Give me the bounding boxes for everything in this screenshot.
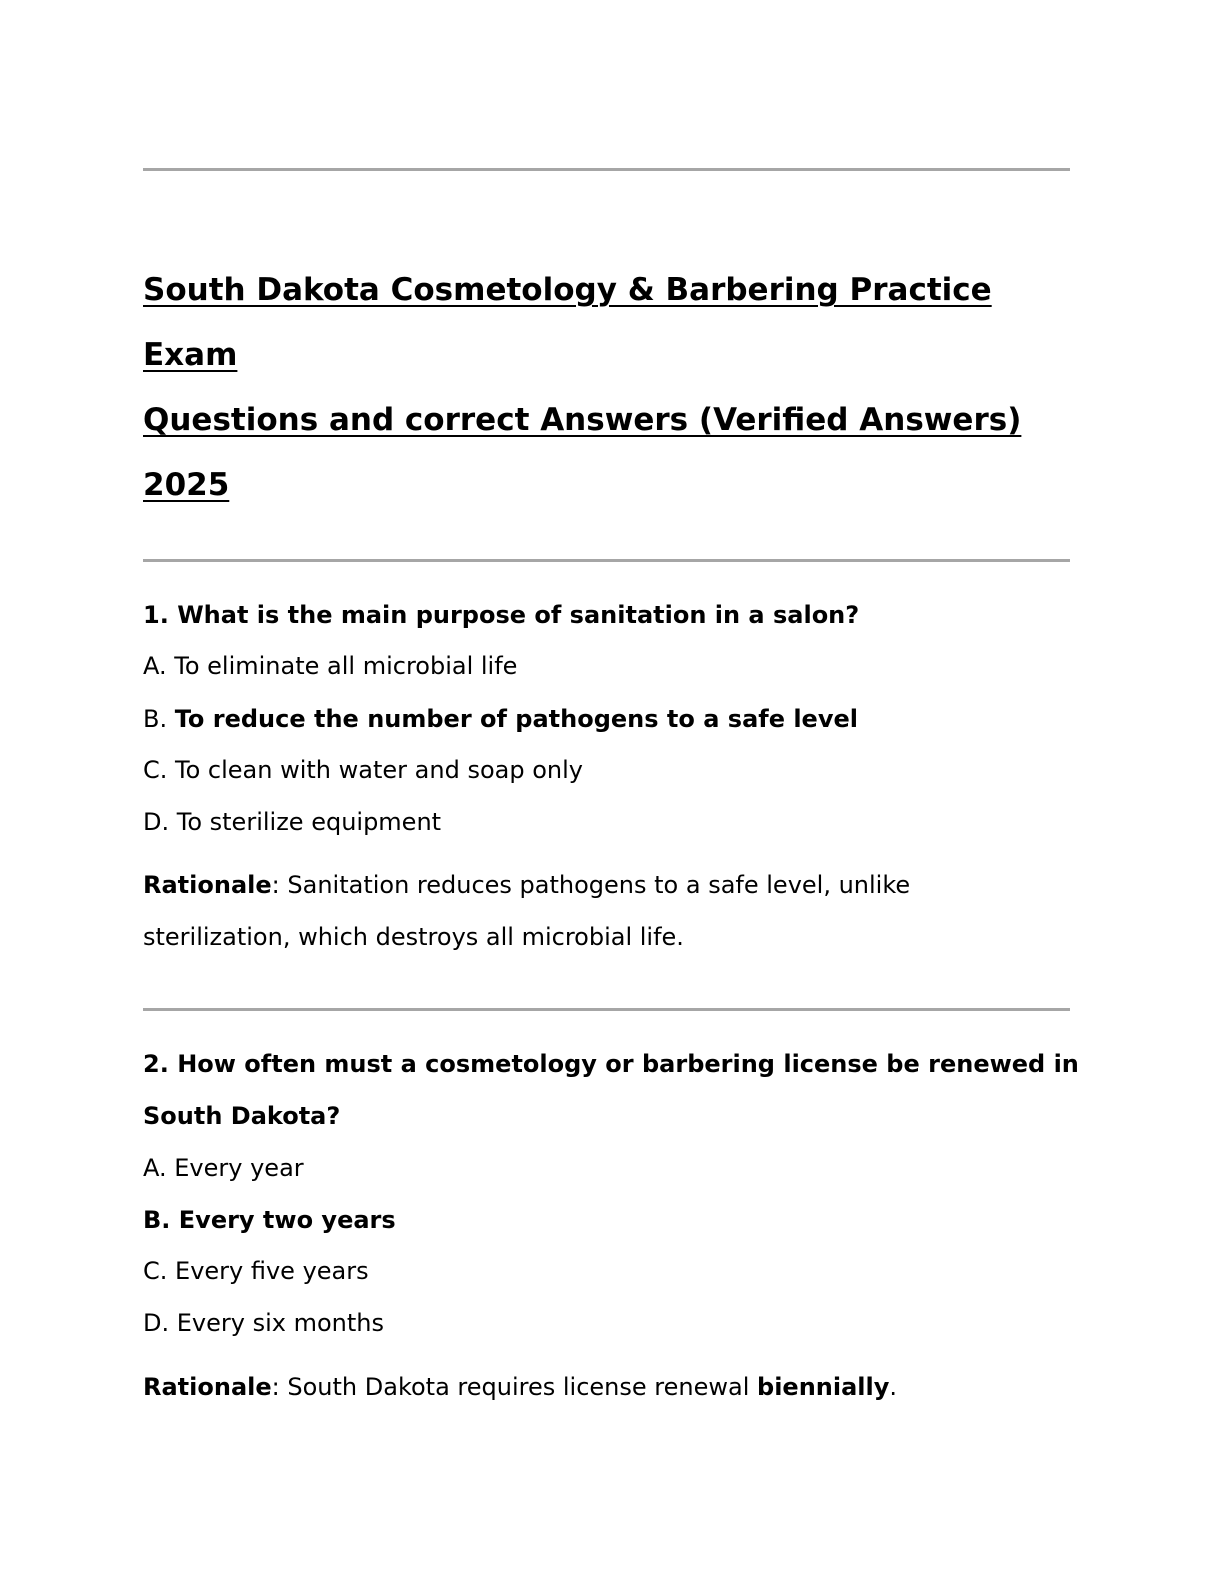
question-text: What is the main purpose of sanitation in a salon? xyxy=(177,601,860,629)
rationale-1: Rationale: Sanitation reduces pathogens to a safe level, unlike xyxy=(143,871,911,899)
rationale-2: Rationale: South Dakota requires license renewal biennially. xyxy=(143,1373,898,1401)
option-letter: A. xyxy=(143,1154,167,1182)
option-letter: D. xyxy=(143,808,170,836)
option-letter: D. xyxy=(143,1309,170,1337)
question-number: 2 xyxy=(143,1050,160,1078)
question-2: 2. How often must a cosmetology or barbering license be renewed in xyxy=(143,1050,1079,1078)
option-2d xyxy=(143,1308,384,1338)
title-line-3: 2025 xyxy=(143,467,230,503)
question-text: How often must a cosmetology or barbering license be renewed in xyxy=(177,1050,1079,1078)
title-line-1: South Dakota Cosmetology & Barbering Practice Exam xyxy=(143,272,992,373)
top-divider xyxy=(143,168,1070,171)
option-letter: C. xyxy=(143,756,168,784)
option-2a xyxy=(143,1153,304,1183)
option-text: To sterilize equipment xyxy=(176,808,442,836)
option-letter: B. xyxy=(143,705,168,733)
option-letter: B. xyxy=(143,1206,171,1234)
rationale-text: Sanitation reduces pathogens to a safe level, unlike xyxy=(287,871,911,899)
question-1: 1. What is the main purpose of sanitation in a salon? xyxy=(143,601,860,629)
option-letter: C. xyxy=(143,1257,168,1285)
document-title xyxy=(143,258,1083,518)
option-text: Every five years xyxy=(175,1257,369,1285)
option-1b xyxy=(143,704,858,734)
option-text: To eliminate all microbial life xyxy=(174,652,518,680)
question-number: 1 xyxy=(143,601,160,629)
option-2c xyxy=(143,1256,369,1286)
option-1c xyxy=(143,755,583,785)
rationale-1-continued xyxy=(143,922,684,952)
rationale-label: Rationale xyxy=(143,1373,272,1401)
title-divider xyxy=(143,559,1070,562)
option-letter: A. xyxy=(143,652,167,680)
correct-option-text: Every two years xyxy=(178,1206,396,1234)
option-2b xyxy=(143,1205,396,1235)
rationale-emphasis: biennially xyxy=(757,1373,890,1401)
rationale-text: sterilization, which destroys all microbial life. xyxy=(143,923,684,951)
option-text: To clean with water and soap only xyxy=(175,756,583,784)
option-text: Every year xyxy=(174,1154,304,1182)
rationale-label: Rationale xyxy=(143,871,272,899)
correct-option-text: To reduce the number of pathogens to a safe level xyxy=(174,705,858,733)
rationale-text: South Dakota requires license renewal xyxy=(287,1373,750,1401)
title-line-2: Questions and correct Answers (Verified Answers) xyxy=(143,402,1022,438)
question-divider xyxy=(143,1008,1070,1011)
question-text: South Dakota? xyxy=(143,1102,341,1130)
option-1a xyxy=(143,651,517,681)
option-1d xyxy=(143,807,441,837)
option-text: Every six months xyxy=(176,1309,384,1337)
question-2-continued xyxy=(143,1101,340,1131)
